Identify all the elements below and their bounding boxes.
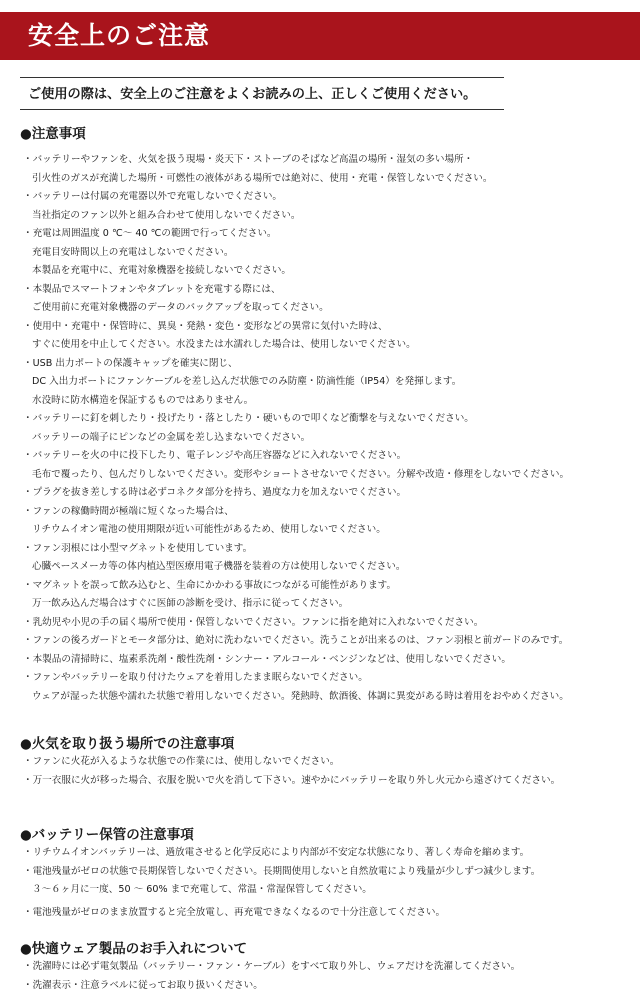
caution-item-text: ・ファンやバッテリーを取り付けたウェアを着用したまま眠らないでください。 <box>23 672 368 683</box>
caution-item <box>0 753 640 772</box>
caution-item-text: ・洗濯時には必ず電気製品（バッテリー・ファン・ケーブル）をすべて取り外し、ウェアだけを洗濯してください。 <box>23 961 521 972</box>
caution-item-continuation: DC 入出力ポートにファンケーブルを差し込んだ状態でのみ防塵・防滴性能（IP54）を発揮します。 <box>32 376 462 387</box>
caution-item <box>0 410 640 447</box>
caution-item-text: ・ファンの稼働時間が極端に短くなった場合は、 <box>23 505 234 517</box>
section-heading: ●注意事項 <box>20 126 86 142</box>
caution-item-continuation: リチウムイオン電池の使用期限が近い可能性があるため、使用しないでください。 <box>32 524 386 535</box>
caution-item-text: ・ファンに火花が入るような状態での作業には、使用しないでください。 <box>23 756 340 767</box>
caution-item-text: ・洗濯表示・注意ラベルに従ってお取り扱いください。 <box>23 979 263 991</box>
caution-item-text: ・万一衣服に火が移った場合、衣服を脱いで火を消して下さい。速やかにバッテリーを取り外し火元から遠ざけてください。 <box>23 774 561 786</box>
caution-item <box>0 503 640 540</box>
caution-item-continuation: ３～６ヶ月に一度、50 ～ 60% まで充電して、常温・常湿保管してください。 <box>32 884 372 895</box>
section-heading: ●火気を取り扱う場所での注意事項 <box>20 736 235 752</box>
caution-item-continuation: 万一飲み込んだ場合はすぐに医師の診断を受け、指示に従ってください。 <box>32 598 349 609</box>
caution-item <box>0 632 640 651</box>
caution-item-text: ・マグネットを誤って飲み込むと、生命にかかわる事故につながる可能性があります。 <box>23 579 397 591</box>
caution-item-text: ・使用中・充電中・保管時に、異臭・発熱・変色・変形などの異常に気付いた時は、 <box>23 320 388 332</box>
caution-item-continuation: 心臓ペースメーカ等の体内植込型医療用電子機器を装着の方は使用しないでください。 <box>32 561 406 572</box>
caution-item-text: ・充電は周囲温度 0 ℃～ 40 ℃の範囲で行ってください。 <box>23 228 277 239</box>
caution-item-text: ・バッテリーやファンを、火気を扱う現場・炎天下・ストーブのそばなど高温の場所・湿気の多い場所・ <box>23 154 474 165</box>
section-battery-storage <box>0 826 640 922</box>
caution-list <box>0 753 640 790</box>
caution-item <box>0 651 640 670</box>
caution-item-continuation: 本製品を充電中に、充電対象機器を接続しないでください。 <box>32 265 292 276</box>
caution-item <box>0 355 640 411</box>
intro-text: ご使用の際は、安全上のご注意をよくお読みの上、正しくご使用ください。 <box>28 87 477 102</box>
caution-item-text: ・乳幼児や小児の手の届く場所で使用・保管しないでください。ファンに指を絶対に入れないでください。 <box>23 616 484 628</box>
section-heading: ●快適ウェア製品のお手入れについて <box>20 941 247 957</box>
caution-list <box>0 958 640 995</box>
section-heading: ●バッテリー保管の注意事項 <box>20 827 194 843</box>
caution-item <box>0 188 640 225</box>
caution-item-text: ・ファン羽根には小型マグネットを使用しています。 <box>23 542 253 554</box>
caution-item <box>0 614 640 633</box>
caution-item <box>0 225 640 281</box>
title-banner <box>0 12 640 60</box>
caution-item <box>0 772 640 791</box>
caution-item <box>0 318 640 355</box>
caution-item-continuation: 当社指定のファン以外と組み合わせて使用しないでください。 <box>32 209 301 221</box>
caution-item-text: ・本製品の清掃時に、塩素系洗剤・酸性洗剤・シンナー・アルコール・ベンジンなどは、使用しないでください。 <box>23 653 511 665</box>
caution-item-continuation: 毛布で覆ったり、包んだりしないでください。変形やショートさせないでください。分解や改造・修理をしないでください。 <box>32 468 570 480</box>
intro-divider-bottom <box>20 109 504 110</box>
caution-item <box>0 977 640 996</box>
caution-item-continuation: ウェアが湿った状態や濡れた状態で着用しないでください。発熱時、飲酒後、体調に異変がある時は着用をおやめください。 <box>32 690 569 702</box>
section-cautions <box>0 125 640 706</box>
caution-item-continuation: バッテリーの端子にピンなどの金属を差し込まないでください。 <box>32 431 311 443</box>
caution-item-text: ・ファンの後ろガードとモータ部分は、絶対に洗わないでください。洗うことが出来るのは、ファン羽根と前ガードのみです。 <box>23 635 569 646</box>
caution-item-continuation: 水没時に防水構造を保証するものではありません。 <box>32 394 254 406</box>
caution-item-text: ・バッテリーを火の中に投下したり、電子レンジや高圧容器などに入れないでください。 <box>23 450 407 461</box>
caution-item-text: ・プラグを抜き差しする時は必ずコネクタ部分を持ち、過度な力を加えないでください。 <box>23 487 407 498</box>
section-wear-care <box>0 940 640 995</box>
caution-item <box>0 540 640 577</box>
page-title: 安全上のご注意 <box>28 21 211 50</box>
caution-item-text: ・バッテリーは付属の充電器以外で充電しないでください。 <box>23 191 283 202</box>
caution-item-text: ・USB 出力ポートの保護キャップを確実に閉じ、 <box>23 357 238 369</box>
caution-item <box>0 958 640 977</box>
caution-list <box>0 844 640 922</box>
caution-item-text: ・バッテリーに釘を刺したり・投げたり・落としたり・硬いもので叩くなど衝撃を与えないでください。 <box>23 413 474 424</box>
caution-item-continuation: すぐに使用を中止してください。水没または水濡れした場合は、使用しないでください。 <box>32 339 416 350</box>
caution-item-text: ・電池残量がゼロの状態で長期保管しないでください。長期間使用しないと自然放電により残量が少しずつ減少します。 <box>23 865 541 877</box>
intro-divider-top <box>20 77 504 78</box>
caution-item-continuation: 充電目安時間以上の充電はしないでください。 <box>32 246 234 258</box>
caution-item <box>0 281 640 318</box>
caution-item <box>0 151 640 188</box>
section-fire-handling <box>0 735 640 790</box>
caution-list <box>0 151 640 706</box>
caution-item-text: ・電池残量がゼロのまま放置すると完全放電し、再充電できなくなるので十分注意してください。 <box>23 906 446 918</box>
caution-item <box>0 577 640 614</box>
caution-item-continuation: ご使用前に充電対象機器のデータのバックアップを取ってください。 <box>32 302 329 313</box>
caution-item <box>0 904 640 923</box>
caution-item-text: ・本製品でスマートフォンやタブレットを充電する際には、 <box>23 283 281 295</box>
caution-item <box>0 863 640 900</box>
caution-item <box>0 447 640 484</box>
caution-item-text: ・リチウムイオンバッテリーは、過放電させると化学反応により内部が不安定な状態になり、著しく寿命を縮めます。 <box>23 847 530 858</box>
caution-item <box>0 844 640 863</box>
caution-item <box>0 484 640 503</box>
caution-item <box>0 669 640 706</box>
caution-item-continuation: 引火性のガスが充満した場所・可燃性の液体がある場所では絶対に、使用・充電・保管しないでください。 <box>32 172 493 184</box>
